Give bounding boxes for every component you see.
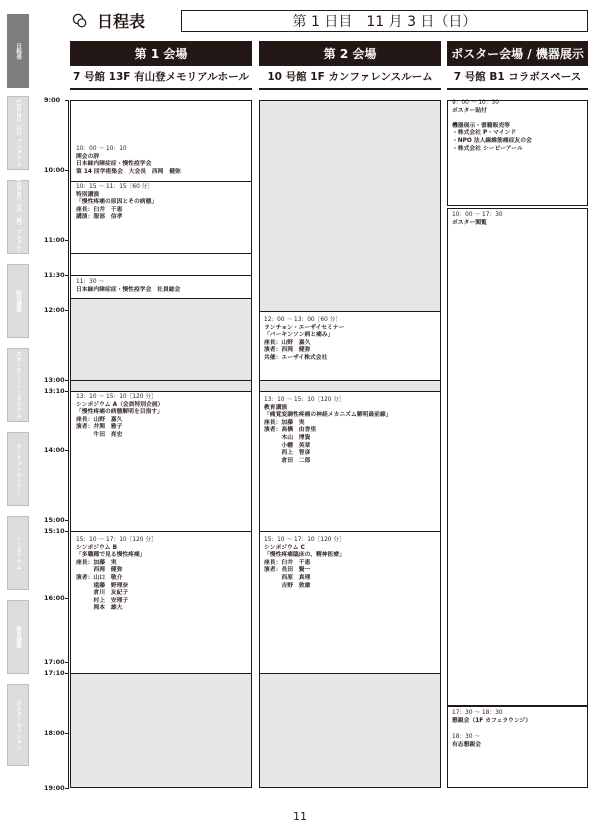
- time-label: 17:10: [44, 669, 65, 677]
- time-tick: [65, 275, 69, 276]
- date-banner: 第 1 日目 11 月 3 日（日）: [181, 10, 588, 32]
- session-symposium-c: 15：10 〜 17：10［120 分］ シンポジウム C 「慢性疼痛臨床の、精神医療」 座長：臼井 千恵 演者：長田 賢一 西原 真理 吉野 敦雄: [264, 537, 345, 589]
- time-label: 11:30: [44, 271, 65, 279]
- time-tick: [65, 240, 69, 241]
- sidebar-tab-label: シンポジウム: [15, 536, 21, 570]
- time-label: 15:10: [44, 527, 65, 535]
- venue-2-header: 第 2 会場: [259, 41, 441, 66]
- sidebar-tab-label: 11月3日（日）プログラム: [15, 99, 21, 167]
- sidebar-tab-label: ランチョンセミナー: [15, 443, 21, 495]
- poster-slot-viewing: [447, 208, 588, 706]
- venue-1-header: 第 1 会場: [70, 41, 252, 66]
- time-tick: [65, 170, 69, 171]
- time-tick: [65, 598, 69, 599]
- sidebar-tab-day2-program[interactable]: [7, 177, 29, 257]
- time-label: 11:00: [44, 236, 65, 244]
- time-label: 16:00: [44, 594, 65, 602]
- slot-divider: [70, 298, 252, 299]
- slot-divider: [70, 380, 252, 381]
- sidebar-tab-poster-session[interactable]: [7, 684, 29, 766]
- time-tick: [65, 520, 69, 521]
- session-poster-registration: 9：00 〜 10：30 ポスター貼付 機器展示・書籍販売等 ・株式会社 P・マインド ・NPO 法人線維筋痛症友の会 ・株式会社 シービーアール: [452, 100, 532, 152]
- time-tick: [65, 310, 69, 311]
- sidebar-tab-luncheon-seminar[interactable]: [7, 432, 29, 506]
- time-tick: [65, 450, 69, 451]
- divider: [70, 88, 252, 90]
- sidebar-tab-label: ポスターセッション: [15, 699, 21, 751]
- session-education-lecture: 13：10 〜 15：10［120 分］ 教育講演 「痛覚変調性疼痛の神経メカニズム解明最前線」 座長：加藤 実 演者：高橋 由香里 木山 博資 小幡 英章 西上 智彦 倉田 二郎: [264, 397, 392, 464]
- time-label: 9:00: [44, 96, 61, 104]
- session-symposium-b: 15：10 〜 17：10［120 分］ シンポジウム B 「多職種で見る慢性疼痛」 座長：加藤 実 西岡 健弥 演者：山口 敬介 遠藤 野理奈 倉川 友紀子 村上 安理子 岡本 雄大: [76, 537, 157, 612]
- session-social-gathering: 17：30 〜 18：30 懇親会（1F カフェラウンジ）: [452, 710, 532, 724]
- time-tick: [65, 531, 69, 532]
- divider: [259, 88, 441, 90]
- time-tick: [65, 391, 69, 392]
- sidebar-tab-label: 教育講演: [15, 625, 21, 649]
- sidebar-tab-education[interactable]: [7, 600, 29, 674]
- time-axis: [68, 100, 69, 788]
- slot-divider: [259, 380, 441, 381]
- slot-divider: [70, 275, 252, 276]
- venue-2-location: 10 号館 1F カンファレンスルーム: [267, 70, 433, 83]
- divider: [447, 88, 588, 90]
- slot-divider: [70, 253, 252, 254]
- time-label: 13:00: [44, 376, 65, 384]
- sidebar-tab-label: 11月4日（月・祝）プログラム: [15, 177, 21, 257]
- slot-divider: [70, 391, 252, 392]
- session-poster-viewing: 10：00 〜 17：30 ポスター閲覧: [452, 212, 503, 226]
- time-tick: [65, 788, 69, 789]
- time-tick: [65, 673, 69, 674]
- session-special-lecture: 10：15 〜 11：15［60 分］ 特別講演 「慢性疼痛の原因とその病態」 座長：臼井 千恵 講演：服部 信孝: [76, 184, 158, 221]
- sidebar-tab-sponsored-symposium[interactable]: [7, 348, 29, 422]
- venue-poster-header: ポスター会場 / 機器展示: [447, 41, 588, 66]
- session-general-meeting: 11：30 〜 日本緑内障症症・慢性疫学会 社員総会: [76, 279, 181, 293]
- time-label: 18:00: [44, 729, 65, 737]
- time-label: 19:00: [44, 784, 65, 792]
- slot-divider: [259, 673, 441, 674]
- time-tick: [65, 100, 69, 101]
- page-title: 日程表: [97, 12, 146, 31]
- schedule-icon: [72, 13, 87, 28]
- sidebar-tab-special-lecture[interactable]: [7, 264, 29, 338]
- slot-divider: [259, 311, 441, 312]
- sidebar-tab-day1-program[interactable]: [7, 96, 29, 170]
- page-number: 11: [293, 810, 307, 823]
- slot-divider: [259, 531, 441, 532]
- time-tick: [65, 380, 69, 381]
- time-label: 14:00: [44, 446, 65, 454]
- session-symposium-a: 13：10 〜 15：10［120 分］ シンポジウム A（会員特別企画） 「慢性疼痛の病態解明を目指す」 座長：山野 嘉久 演者：井関 雅子 牛田 亮宏: [76, 394, 164, 438]
- sidebar-tab-label: 日程表: [15, 42, 21, 60]
- venue-poster-location: 7 号館 B1 コラボスペース: [453, 70, 582, 83]
- sidebar-tab-symposium[interactable]: [7, 516, 29, 590]
- session-volunteer-gathering: 18：30 〜 有志懇親会: [452, 734, 481, 748]
- time-label: 15:00: [44, 516, 65, 524]
- time-label: 17:00: [44, 658, 65, 666]
- slot-divider: [70, 673, 252, 674]
- venue-1-location: 7 号館 13F 有山登メモリアルホール: [73, 70, 249, 83]
- slot-divider: [70, 531, 252, 532]
- session-luncheon-seminar: 12：00 〜 13：00［60 分］ ランチョン・エーザイセミナー 「パーキンソン病と痛み」 座長：山野 嘉久 演者：西岡 健弥 共催：エーザイ株式会社: [264, 317, 345, 361]
- time-tick: [65, 662, 69, 663]
- slot-divider: [70, 181, 252, 182]
- sidebar-tab-schedule[interactable]: [7, 14, 29, 88]
- sidebar-tab-label: 特別講演: [15, 289, 21, 313]
- time-tick: [65, 733, 69, 734]
- time-label: 13:10: [44, 387, 65, 395]
- session-opening: 10：00 〜 10：10 開会の辞 日本緑内障症症・慢性疫学会 第 14 回学術集会 大会長 西岡 健弥: [76, 146, 181, 175]
- sidebar-tab-label: スポンサードシンポジウム: [15, 351, 21, 419]
- time-label: 10:00: [44, 166, 65, 174]
- slot-divider: [259, 391, 441, 392]
- time-label: 12:00: [44, 306, 65, 314]
